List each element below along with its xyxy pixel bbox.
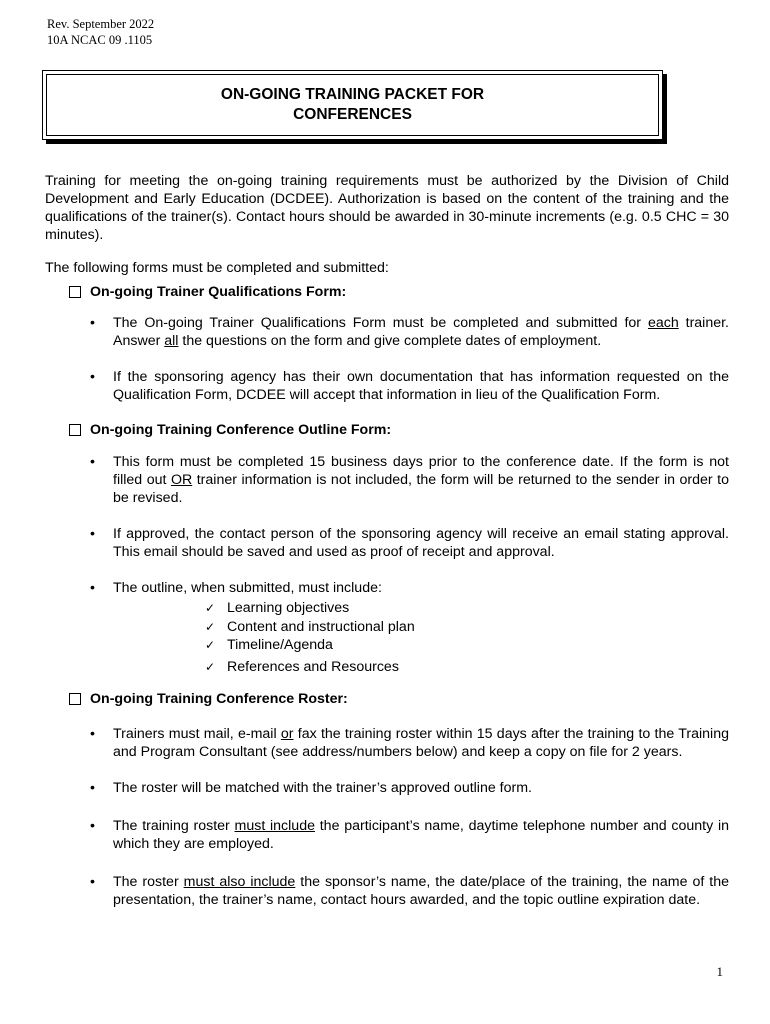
- revision-date: Rev. September 2022: [47, 17, 155, 31]
- regulation-code: 10A NCAC 09 .1105: [47, 33, 153, 47]
- revision-header: [47, 16, 154, 48]
- page-number: 1: [716, 964, 723, 979]
- list-item: • If approved, the contact person of the sponsoring agency will receive an email stating approval. This email should be saved and used as proof of receipt and approval.: [90, 526, 729, 560]
- bullet-icon: •: [90, 315, 95, 331]
- bullet-icon: •: [90, 369, 95, 385]
- underlined-text: must also include: [183, 874, 296, 890]
- check-icon: ✓: [205, 660, 216, 674]
- underlined-text: must include: [234, 818, 315, 834]
- checkbox-icon: [69, 286, 81, 298]
- checkbox-icon: [69, 424, 81, 436]
- outline-requirements-list: [45, 599, 729, 676]
- underlined-text: all: [164, 333, 179, 349]
- underlined-text: or: [280, 726, 294, 742]
- section-heading-text: On-going Training Conference Roster:: [90, 691, 348, 707]
- section-heading-text: On-going Trainer Qualifications Form:: [90, 284, 347, 300]
- list-item: • The On-going Trainer Qualifications Form must be completed and submitted for each trainer. Answer all the questions on the form and give complete dates of employment.: [90, 315, 729, 349]
- title-line-1: ON-GOING TRAINING PACKET FOR: [220, 86, 485, 103]
- underlined-text: each: [647, 315, 679, 331]
- check-icon: ✓: [205, 638, 216, 652]
- section-2-bullets: [45, 453, 729, 597]
- bullet-icon: •: [90, 874, 95, 890]
- title-box: [42, 70, 663, 140]
- bullet-icon: •: [90, 780, 95, 796]
- bullet-icon: •: [90, 580, 95, 596]
- bullet-icon: •: [90, 526, 95, 542]
- section-heading-text: On-going Training Conference Outline Form:: [90, 422, 392, 438]
- check-icon: ✓: [205, 601, 216, 615]
- section-conference-outline-heading: [69, 421, 729, 439]
- bullet-icon: •: [90, 726, 95, 742]
- list-item: • Trainers must mail, e-mail or fax the training roster within 15 days after the training to the Training and Program Consultant (see address/numbers below) and keep a copy on file for 2 years.: [90, 726, 729, 760]
- section-3-bullets: [45, 725, 729, 909]
- check-icon: ✓: [205, 620, 216, 634]
- title-box-inner: [46, 74, 659, 136]
- section-trainer-qualifications-heading: [69, 283, 729, 301]
- list-item: • The roster will be matched with the trainer’s approved outline form.: [90, 780, 532, 796]
- list-item: ✓ Learning objectives: [205, 600, 350, 616]
- intro-paragraph: Training for meeting the on-going training requirements must be authorized by the Division of Child Development and Early Education (DCDEE). Authorization is based on the content of the training and the qualifications of the trainer(s). Contact hours should be awarded in 30-minute increments (e.g. 0.5 CHC = 30 minutes).: [45, 173, 729, 243]
- list-item: ✓ References and Resources: [205, 659, 399, 675]
- underlined-text: OR: [170, 472, 193, 488]
- document-body: [45, 172, 729, 909]
- list-item: • The roster must also include the sponsor’s name, the date/place of the training, the name of the presentation, the trainer’s name, contact hours awarded, and the topic outline expiration date.: [90, 874, 729, 908]
- list-item: • This form must be completed 15 business days prior to the conference date. If the form is not filled out OR trainer information is not included, the form will be returned to the sender in order to be revised.: [90, 454, 729, 506]
- list-item: ✓ Content and instructional plan: [205, 619, 415, 635]
- list-item: ✓ Timeline/Agenda: [205, 637, 333, 653]
- checkbox-icon: [69, 693, 81, 705]
- forms-intro: The following forms must be completed and submitted:: [45, 260, 389, 276]
- list-item: • The training roster must include the participant’s name, daytime telephone number and county in which they are employed.: [90, 818, 729, 852]
- bullet-icon: •: [90, 818, 95, 834]
- section-1-bullets: [45, 314, 729, 404]
- list-item: • If the sponsoring agency has their own documentation that has information requested on the Qualification Form, DCDEE will accept that information in lieu of the Qualification Form.: [90, 369, 729, 403]
- title-line-2: CONFERENCES: [293, 106, 412, 123]
- section-conference-roster-heading: [69, 690, 729, 708]
- bullet-icon: •: [90, 454, 95, 470]
- list-item: • The outline, when submitted, must include:: [90, 580, 382, 596]
